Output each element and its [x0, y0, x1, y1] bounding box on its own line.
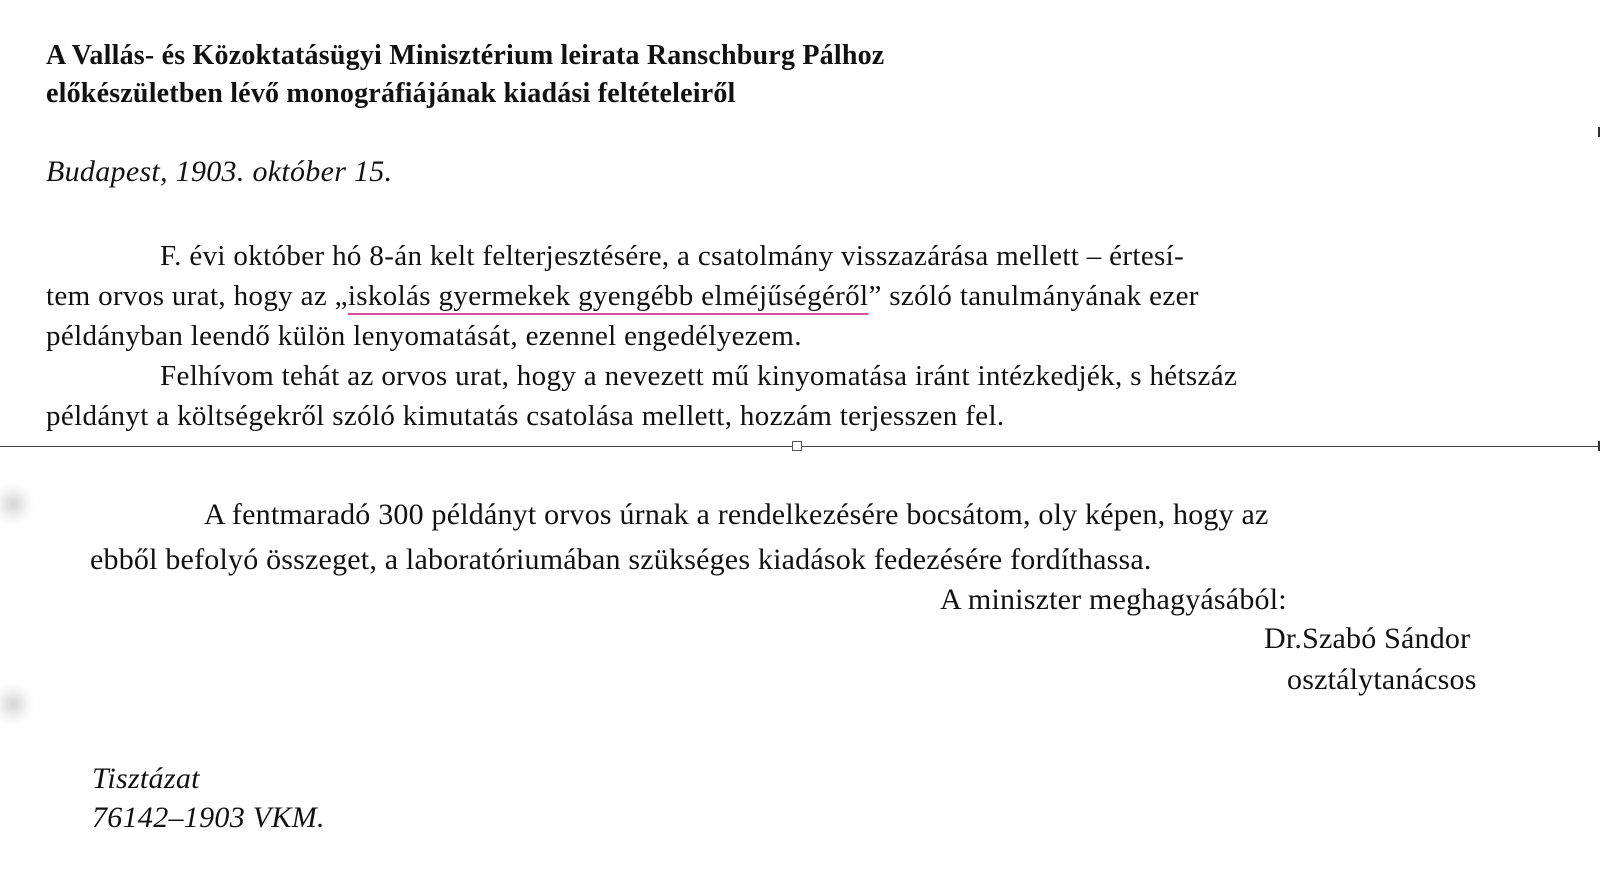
paragraph-2-line-1: Felhívom tehát az orvos urat, hogy a nevezett mű kinyomatása iránt intézkedjék, s hétszáz — [160, 360, 1238, 392]
paragraph-1-line-2 — [46, 280, 1199, 313]
signature-position: osztálytanácsos — [1287, 663, 1477, 696]
signature-name: Dr.Szabó Sándor — [1264, 622, 1471, 655]
paragraph-1-line-2-end: ” szóló tanulmányának ezer — [868, 280, 1199, 312]
paragraph-3-line-1: A fentmaradó 300 példányt orvos úrnak a rendelkezésére bocsátom, oly képen, hogy az — [204, 498, 1269, 531]
underlined-title-text: iskolás gyermekek gyengébb elméjűségéről — [347, 280, 869, 312]
scan-smudge — [0, 482, 36, 526]
title-line-2: előkészületben lévő monográfiájának kiadási feltételeiről — [46, 78, 736, 109]
paragraph-1-line-1: F. évi október hó 8-án kelt felterjesztésére, a csatolmány visszazárása mellett – értesí- — [160, 240, 1185, 272]
title-line-1: A Vallás- és Közoktatásügyi Minisztérium leirata Ranschburg Pálhoz — [46, 40, 885, 71]
paragraph-2-line-2: példányt a költségekről szóló kimutatás csatolása mellett, hozzám terjesszen fel. — [46, 400, 1005, 432]
scan-smudge — [0, 682, 36, 726]
reference-number: 76142–1903 VKM. — [92, 801, 325, 834]
signature-intro: A miniszter meghagyásából: — [940, 583, 1287, 616]
document-date: Budapest, 1903. október 15. — [46, 155, 393, 188]
paragraph-3-line-2: ebből befolyó összeget, a laboratóriumában szükséges kiadások fedezésére fordíthassa. — [90, 543, 1152, 576]
reference-line-1: Tisztázat — [92, 762, 200, 795]
paragraph-1-line-3: példányban leendő külön lenyomatását, ezennel engedélyezem. — [46, 320, 802, 352]
resize-handle[interactable] — [792, 441, 802, 451]
paragraph-1-line-2-start: tem orvos urat, hogy az „ — [46, 280, 348, 312]
